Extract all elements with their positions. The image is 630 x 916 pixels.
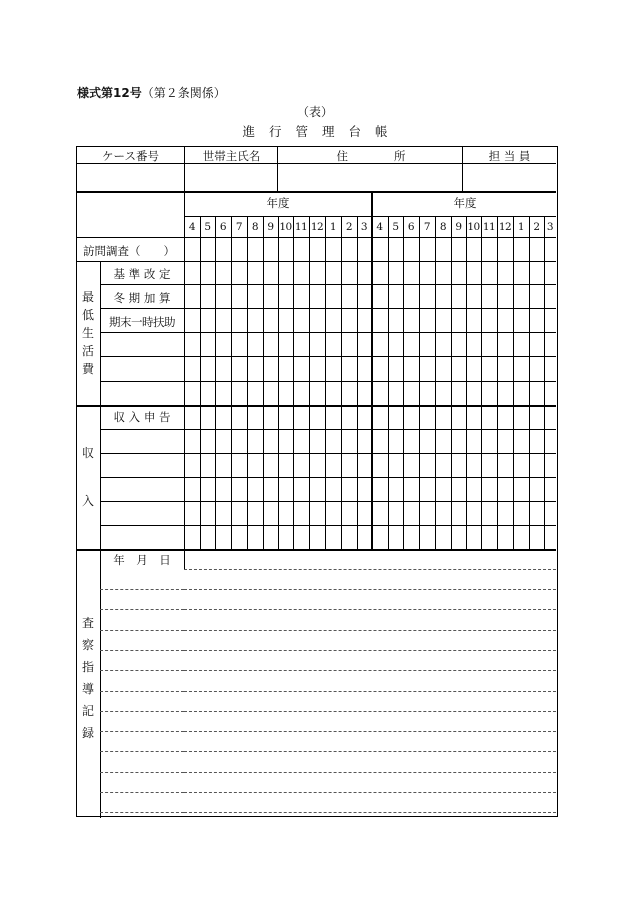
month-2: 2 bbox=[345, 221, 353, 233]
winter-addition-label: 冬 期 加 算 bbox=[113, 291, 171, 305]
month-1: 1 bbox=[517, 221, 525, 233]
form-relation: （第２条関係） bbox=[141, 86, 226, 100]
month-3: 3 bbox=[546, 221, 554, 233]
month-12: 12 bbox=[310, 221, 324, 233]
side-label: （表） bbox=[296, 105, 333, 119]
form-number bbox=[77, 84, 226, 101]
minimum-living-cost-label: 最 低 生 活 費 bbox=[81, 290, 94, 376]
month-9: 9 bbox=[455, 221, 462, 233]
case-number-header: ケース番号 bbox=[102, 149, 159, 163]
month-4: 4 bbox=[376, 221, 383, 233]
date-header: 年 月 日 bbox=[113, 553, 171, 567]
year-end-aid-label: 期末一時扶助 bbox=[109, 315, 175, 329]
month-3: 3 bbox=[360, 221, 368, 233]
staff-field[interactable] bbox=[463, 164, 556, 191]
month-1: 1 bbox=[329, 221, 337, 233]
month-9: 9 bbox=[267, 221, 274, 233]
progress-ledger-form bbox=[76, 146, 558, 817]
month-5: 5 bbox=[392, 221, 399, 233]
month-11: 11 bbox=[294, 221, 308, 233]
standard-revision-label: 基 準 改 定 bbox=[113, 267, 171, 281]
month-4: 4 bbox=[188, 221, 196, 233]
month-6: 6 bbox=[219, 221, 227, 233]
month-2: 2 bbox=[533, 221, 540, 233]
month-8: 8 bbox=[251, 221, 259, 233]
month-10: 10 bbox=[467, 221, 480, 233]
staff-header: 担 当 員 bbox=[488, 149, 531, 163]
month-12: 12 bbox=[498, 221, 512, 233]
address-header: 住 所 bbox=[336, 149, 406, 163]
inspection-guidance-record-label: 査 察 指 導 記 録 bbox=[81, 616, 94, 740]
month-5: 5 bbox=[204, 221, 211, 233]
year-label-1: 年度 bbox=[266, 196, 290, 210]
month-7: 7 bbox=[423, 221, 431, 233]
month-11: 11 bbox=[482, 221, 496, 233]
householder-field[interactable] bbox=[185, 164, 278, 191]
income-label: 収 入 bbox=[81, 446, 94, 508]
visit-survey-label: 訪問調査（ ） bbox=[83, 244, 175, 258]
month-10: 10 bbox=[279, 221, 292, 233]
case-number-field[interactable] bbox=[77, 164, 184, 191]
income-declaration-label: 収 入 申 告 bbox=[113, 410, 171, 424]
page-title: 進行管理台帳 bbox=[242, 124, 402, 139]
month-8: 8 bbox=[439, 221, 447, 233]
address-field[interactable] bbox=[279, 164, 463, 191]
month-7: 7 bbox=[235, 221, 243, 233]
year-label-2: 年度 bbox=[453, 196, 477, 210]
month-6: 6 bbox=[407, 221, 415, 233]
form-number-label: 様式第12号 bbox=[77, 86, 142, 100]
householder-header: 世帯主氏名 bbox=[202, 149, 261, 163]
